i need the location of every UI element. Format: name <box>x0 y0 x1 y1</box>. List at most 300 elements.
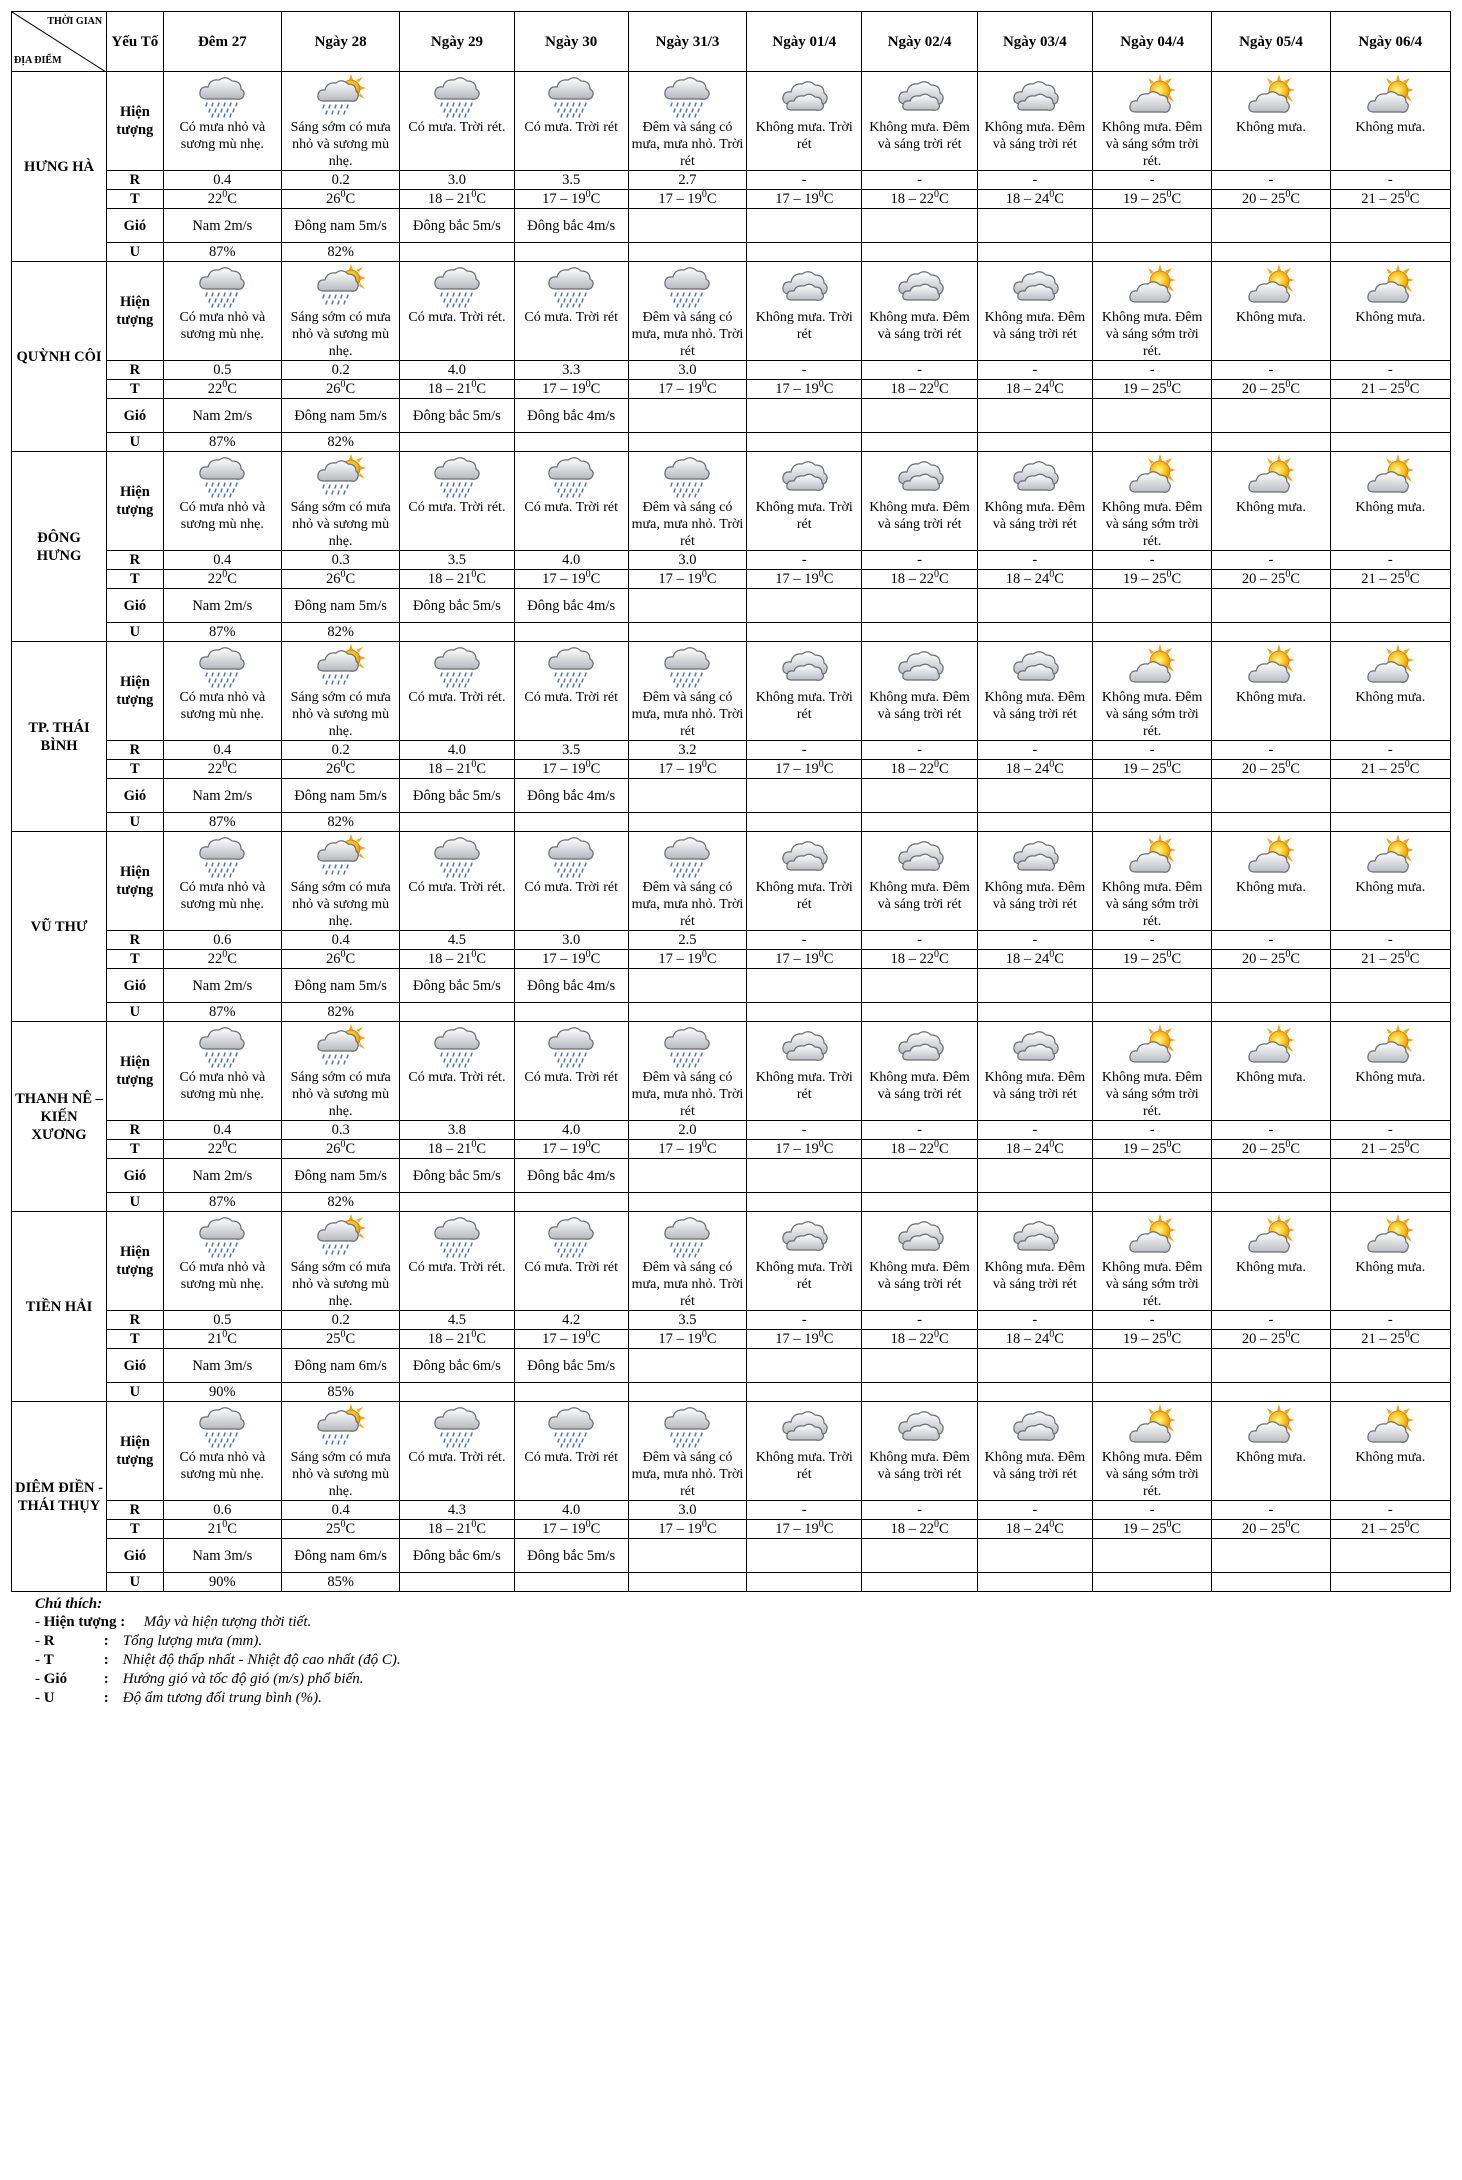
phenomenon-text: Có mưa nhỏ và sương mù nhẹ. <box>179 500 266 532</box>
temp-cell <box>281 1330 399 1349</box>
humidity-cell <box>1092 1003 1211 1022</box>
rain-cell: - <box>1330 741 1450 760</box>
rain-cloud-icon <box>517 834 626 878</box>
rain-cloud-icon <box>166 1214 279 1258</box>
factor-temp: T <box>107 950 164 969</box>
degree-mark: 0 <box>1049 379 1055 391</box>
rain-cell: 4.5 <box>400 931 514 950</box>
rain-cell: - <box>1212 1311 1330 1330</box>
temp-cell <box>862 1140 977 1159</box>
wind-cell <box>628 209 746 243</box>
temp-value: 18 – 21 <box>427 1141 472 1157</box>
temp-cell <box>1330 1520 1450 1539</box>
temp-value: 18 – 21 <box>427 761 472 777</box>
temp-cell <box>628 950 746 969</box>
factor-wind: Gió <box>107 969 164 1003</box>
rain-cell: - <box>1092 551 1211 570</box>
phenomenon-cell <box>1330 1402 1450 1501</box>
rain-cell: - <box>1092 1311 1211 1330</box>
temp-cell <box>1212 950 1330 969</box>
degree-mark: 0 <box>471 189 477 201</box>
location-name: VŨ THƯ <box>12 832 107 1022</box>
rain-cell: - <box>747 741 862 760</box>
rain-cell: - <box>1212 361 1330 380</box>
sun-rain-cloud-icon <box>284 834 397 878</box>
temp-cell <box>281 190 399 209</box>
temp-unit: C <box>1054 761 1064 777</box>
temp-cell <box>862 950 977 969</box>
temp-value: 17 – 19 <box>658 1521 702 1537</box>
wind-cell: Đông bắc 4m/s <box>514 1159 628 1193</box>
phenomenon-text: Không mưa. Đêm và sáng trời rét <box>869 1260 970 1292</box>
rain-cell: - <box>1330 1121 1450 1140</box>
wind-cell <box>1330 779 1450 813</box>
temp-value: 22 <box>207 571 223 587</box>
wind-cell: Nam 2m/s <box>163 209 281 243</box>
wind-cell <box>628 1159 746 1193</box>
wind-row <box>12 399 1451 433</box>
degree-mark: 0 <box>340 189 346 201</box>
degree-mark: 0 <box>933 189 939 201</box>
humidity-cell <box>862 623 977 642</box>
phenomenon-cell <box>514 832 628 931</box>
humidity-cell: 82% <box>281 1003 399 1022</box>
temp-cell <box>1330 570 1450 589</box>
factor-wind: Gió <box>107 1349 164 1383</box>
phenomenon-cell <box>747 832 862 931</box>
temp-value: 21 – 25 <box>1361 951 1405 967</box>
sun-cloud-icon <box>1214 644 1327 688</box>
wind-cell: Đông nam 5m/s <box>281 779 399 813</box>
humidity-cell <box>1330 813 1450 832</box>
wind-cell <box>747 969 862 1003</box>
rain-cell: 0.4 <box>163 1121 281 1140</box>
degree-mark: 0 <box>471 759 477 771</box>
factor-humidity: U <box>107 243 164 262</box>
phenomenon-text: Không mưa. Trời rét <box>755 1070 853 1102</box>
temp-cell <box>281 760 399 779</box>
sun-cloud-icon <box>1214 834 1327 878</box>
phenomenon-text: Sáng sớm có mưa nhỏ và sương mù nhẹ. <box>290 310 391 359</box>
phenomenon-text: Không mưa. Đêm và sáng trời rét <box>984 1450 1086 1482</box>
temp-value: 18 – 24 <box>1005 191 1050 207</box>
sun-cloud-icon <box>1095 1024 1209 1068</box>
phenomenon-text: Đêm và sáng có mưa, mưa nhỏ. Trời rét <box>631 1070 744 1119</box>
rain-cell: - <box>862 171 977 190</box>
temp-value: 26 <box>326 1141 341 1157</box>
rain-cell: - <box>1092 1501 1211 1520</box>
degree-mark: 0 <box>1404 949 1410 961</box>
rain-cloud-icon <box>402 644 511 688</box>
temp-unit: C <box>1171 761 1182 777</box>
phenomenon-cell <box>514 452 628 551</box>
degree-mark: 0 <box>701 949 707 961</box>
cloud-icon <box>980 644 1090 688</box>
phenomenon-text: Có mưa. Trời rét. <box>408 1450 506 1465</box>
phenomenon-text: Không mưa. Đêm và sáng trời rét <box>869 310 970 342</box>
temp-unit: C <box>938 571 949 587</box>
phenomenon-cell <box>281 642 399 741</box>
factor-wind: Gió <box>107 589 164 623</box>
humidity-cell <box>862 1383 977 1402</box>
phenomenon-text: Không mưa. <box>1355 880 1426 895</box>
humidity-cell <box>1092 1193 1211 1212</box>
rain-cloud-icon <box>402 1214 511 1258</box>
location-name: ĐÔNG HƯNG <box>12 452 107 642</box>
degree-mark: 0 <box>222 1519 228 1531</box>
phenomenon-cell <box>1212 832 1330 931</box>
temp-unit: C <box>706 191 717 207</box>
phenomenon-cell <box>281 72 399 171</box>
temp-cell <box>1212 380 1330 399</box>
rain-cell: 4.2 <box>514 1311 628 1330</box>
phenomenon-cell <box>628 1022 746 1121</box>
rain-cell: - <box>977 171 1092 190</box>
temp-cell <box>977 760 1092 779</box>
rain-cell: - <box>1330 361 1450 380</box>
phenomenon-text: Không mưa. <box>1236 120 1306 135</box>
location-name: HƯNG HÀ <box>12 72 107 262</box>
degree-mark: 0 <box>818 759 824 771</box>
sun-cloud-icon <box>1095 454 1209 498</box>
rain-cloud-icon <box>517 1404 626 1448</box>
temp-cell <box>514 1140 628 1159</box>
rain-cell: 0.4 <box>163 741 281 760</box>
phenomenon-row <box>12 642 1451 741</box>
wind-cell <box>747 1159 862 1193</box>
temp-value: 20 – 25 <box>1241 1521 1286 1537</box>
temp-unit: C <box>823 1141 834 1157</box>
wind-cell: Đông bắc 5m/s <box>400 1159 514 1193</box>
wind-cell <box>977 1349 1092 1383</box>
rain-cell: 2.7 <box>628 171 746 190</box>
temp-value: 17 – 19 <box>658 571 702 587</box>
phenomenon-cell <box>1212 452 1330 551</box>
rain-cloud-icon <box>166 644 279 688</box>
temp-cell <box>514 380 628 399</box>
phenomenon-text: Có mưa nhỏ và sương mù nhẹ. <box>179 690 266 722</box>
rain-cell: - <box>1330 551 1450 570</box>
cloud-icon <box>864 1214 974 1258</box>
temp-cell <box>400 1520 514 1539</box>
cloud-icon <box>980 74 1090 118</box>
phenomenon-cell <box>1092 1022 1211 1121</box>
factor-phenomenon: Hiện tượng <box>107 452 164 551</box>
wind-cell <box>1212 779 1330 813</box>
humidity-cell <box>1092 813 1211 832</box>
temp-value: 17 – 19 <box>775 761 819 777</box>
rain-cloud-icon <box>631 644 744 688</box>
humidity-cell <box>1330 243 1450 262</box>
phenomenon-text: Không mưa. Đêm và sáng sớm trời rét. <box>1101 120 1203 169</box>
factor-wind: Gió <box>107 779 164 813</box>
phenomenon-cell <box>1212 1212 1330 1311</box>
phenomenon-text: Không mưa. Trời rét <box>755 120 853 152</box>
degree-mark: 0 <box>585 1519 591 1531</box>
sun-rain-cloud-icon <box>284 454 397 498</box>
phenomenon-cell <box>281 452 399 551</box>
wind-cell: Đông bắc 5m/s <box>400 779 514 813</box>
day-header: Ngày 03/4 <box>977 12 1092 72</box>
rain-cell: 3.5 <box>514 171 628 190</box>
temp-cell <box>281 570 399 589</box>
temp-value: 21 – 25 <box>1361 381 1405 397</box>
phenomenon-cell <box>163 452 281 551</box>
temp-value: 17 – 19 <box>658 191 702 207</box>
temp-cell <box>628 1330 746 1349</box>
temp-unit: C <box>227 761 237 777</box>
wind-cell: Đông nam 5m/s <box>281 589 399 623</box>
temp-value: 22 <box>207 951 223 967</box>
rain-cell: 3.3 <box>514 361 628 380</box>
wind-cell: Đông bắc 4m/s <box>514 209 628 243</box>
temp-unit: C <box>1171 951 1182 967</box>
temp-value: 18 – 24 <box>1005 1331 1050 1347</box>
rain-row <box>12 1311 1451 1330</box>
humidity-cell <box>747 1003 862 1022</box>
phenomenon-cell <box>281 1402 399 1501</box>
temp-value: 17 – 19 <box>775 381 819 397</box>
phenomenon-cell <box>281 1022 399 1121</box>
rain-cell: 4.0 <box>400 741 514 760</box>
temp-value: 17 – 19 <box>542 571 586 587</box>
degree-mark: 0 <box>1049 1519 1055 1531</box>
cloud-icon <box>749 834 859 878</box>
cloud-icon <box>980 1214 1090 1258</box>
factor-rain: R <box>107 931 164 950</box>
phenomenon-cell <box>862 262 977 361</box>
temp-cell <box>862 570 977 589</box>
temp-cell <box>163 190 281 209</box>
factor-phenomenon: Hiện tượng <box>107 1402 164 1501</box>
degree-mark: 0 <box>701 189 707 201</box>
phenomenon-text: Không mưa. <box>1355 310 1426 325</box>
cloud-icon <box>749 74 859 118</box>
temp-value: 17 – 19 <box>658 1331 702 1347</box>
temp-unit: C <box>706 761 717 777</box>
temp-unit: C <box>1290 1521 1301 1537</box>
temp-unit: C <box>823 381 834 397</box>
temp-unit: C <box>590 1141 601 1157</box>
temp-value: 17 – 19 <box>542 761 586 777</box>
rain-cell: 3.0 <box>628 361 746 380</box>
temp-cell <box>400 760 514 779</box>
phenomenon-text: Có mưa. Trời rét <box>524 120 618 135</box>
temp-cell <box>977 1330 1092 1349</box>
temp-cell <box>1092 950 1211 969</box>
rain-cell: 0.4 <box>163 171 281 190</box>
wind-cell <box>1092 209 1211 243</box>
factor-temp: T <box>107 190 164 209</box>
humidity-cell <box>747 813 862 832</box>
forecast-table <box>11 11 1451 1592</box>
humidity-cell: 87% <box>163 433 281 452</box>
temp-unit: C <box>1409 571 1420 587</box>
temp-value: 17 – 19 <box>775 191 819 207</box>
phenomenon-text: Có mưa. Trời rét <box>524 690 618 705</box>
temp-cell <box>977 190 1092 209</box>
wind-cell <box>1330 209 1450 243</box>
temp-value: 20 – 25 <box>1241 1141 1286 1157</box>
temp-value: 18 – 22 <box>890 761 934 777</box>
temp-unit: C <box>476 571 487 587</box>
temp-cell <box>163 760 281 779</box>
phenomenon-text: Không mưa. Đêm và sáng trời rét <box>984 1260 1086 1292</box>
temp-unit: C <box>1409 761 1420 777</box>
rain-cell: - <box>1092 741 1211 760</box>
phenomenon-cell <box>862 832 977 931</box>
degree-mark: 0 <box>340 759 346 771</box>
rain-cell: - <box>1330 171 1450 190</box>
temp-row <box>12 190 1451 209</box>
humidity-row <box>12 1193 1451 1212</box>
legend-item: - Gió : Hướng gió và tốc độ gió (m/s) phổ biến. <box>35 1671 364 1687</box>
temp-cell <box>1330 760 1450 779</box>
humidity-cell <box>977 623 1092 642</box>
rain-cloud-icon <box>166 454 279 498</box>
phenomenon-cell <box>1212 262 1330 361</box>
day-header: Đêm 27 <box>163 12 281 72</box>
phenomenon-cell <box>1212 642 1330 741</box>
temp-cell <box>400 950 514 969</box>
phenomenon-cell <box>281 832 399 931</box>
humidity-cell <box>1092 1573 1211 1592</box>
temp-unit: C <box>1054 1331 1064 1347</box>
rain-cell: 3.2 <box>628 741 746 760</box>
degree-mark: 0 <box>1285 1329 1291 1341</box>
temp-cell <box>163 570 281 589</box>
humidity-cell <box>628 1193 746 1212</box>
wind-cell: Đông bắc 5m/s <box>400 209 514 243</box>
temp-unit: C <box>1290 571 1301 587</box>
phenomenon-cell <box>163 1022 281 1121</box>
humidity-cell <box>862 243 977 262</box>
rain-cell: - <box>747 1501 862 1520</box>
degree-mark: 0 <box>1166 379 1172 391</box>
temp-cell <box>400 190 514 209</box>
rain-cell: - <box>1092 171 1211 190</box>
temp-unit: C <box>1054 1521 1064 1537</box>
wind-cell <box>747 589 862 623</box>
temp-unit: C <box>1054 1141 1064 1157</box>
phenomenon-cell <box>1092 1402 1211 1501</box>
humidity-cell <box>1330 1383 1450 1402</box>
temp-unit: C <box>1171 191 1182 207</box>
sun-cloud-icon <box>1333 74 1448 118</box>
wind-cell <box>1330 1159 1450 1193</box>
phenomenon-text: Đêm và sáng có mưa, mưa nhỏ. Trời rét <box>631 690 744 739</box>
phenomenon-text: Không mưa. Đêm và sáng trời rét <box>984 500 1086 532</box>
degree-mark: 0 <box>585 1139 591 1151</box>
wind-cell: Đông nam 5m/s <box>281 209 399 243</box>
wind-cell: Đông nam 6m/s <box>281 1349 399 1383</box>
degree-mark: 0 <box>471 949 477 961</box>
temp-cell <box>1092 760 1211 779</box>
humidity-cell: 90% <box>163 1383 281 1402</box>
wind-cell <box>977 399 1092 433</box>
temp-unit: C <box>823 761 834 777</box>
wind-cell <box>977 969 1092 1003</box>
rain-cloud-icon <box>402 264 511 308</box>
phenomenon-text: Có mưa. Trời rét <box>524 310 618 325</box>
temp-unit: C <box>823 191 834 207</box>
phenomenon-cell <box>400 1212 514 1311</box>
temp-cell <box>163 380 281 399</box>
wind-cell <box>862 209 977 243</box>
rain-row <box>12 361 1451 380</box>
temp-unit: C <box>227 951 237 967</box>
temp-row <box>12 950 1451 969</box>
phenomenon-cell <box>862 72 977 171</box>
temp-cell <box>977 1520 1092 1539</box>
temp-value: 17 – 19 <box>542 951 586 967</box>
degree-mark: 0 <box>471 569 477 581</box>
phenomenon-cell <box>281 1212 399 1311</box>
wind-cell <box>747 1349 862 1383</box>
temp-cell <box>1212 570 1330 589</box>
humidity-row <box>12 1003 1451 1022</box>
degree-mark: 0 <box>1404 1139 1410 1151</box>
phenomenon-cell <box>1330 262 1450 361</box>
temp-value: 19 – 25 <box>1123 1521 1167 1537</box>
humidity-cell <box>747 1193 862 1212</box>
phenomenon-cell <box>1330 1022 1450 1121</box>
temp-unit: C <box>938 761 949 777</box>
phenomenon-cell <box>862 1022 977 1121</box>
phenomenon-cell <box>1092 452 1211 551</box>
wind-cell <box>977 209 1092 243</box>
degree-mark: 0 <box>1404 1519 1410 1531</box>
temp-value: 25 <box>326 1521 341 1537</box>
temp-value: 18 – 24 <box>1005 1521 1050 1537</box>
phenomenon-text: Có mưa. Trời rét. <box>408 690 506 705</box>
temp-value: 21 <box>207 1331 223 1347</box>
degree-mark: 0 <box>701 1329 707 1341</box>
humidity-cell <box>514 243 628 262</box>
wind-cell <box>977 1159 1092 1193</box>
temp-value: 18 – 22 <box>890 951 934 967</box>
sun-cloud-icon <box>1095 1214 1209 1258</box>
temp-cell <box>1092 570 1211 589</box>
corner-cell <box>12 12 107 72</box>
degree-mark: 0 <box>222 569 228 581</box>
wind-cell <box>1330 1539 1450 1573</box>
temp-cell <box>1212 1520 1330 1539</box>
temp-cell <box>862 190 977 209</box>
sun-cloud-icon <box>1214 74 1327 118</box>
degree-mark: 0 <box>1166 189 1172 201</box>
humidity-cell <box>1330 1573 1450 1592</box>
phenomenon-cell <box>977 642 1092 741</box>
temp-value: 18 – 21 <box>427 191 472 207</box>
degree-mark: 0 <box>1285 569 1291 581</box>
location-name: THANH NÊ – KIẾN XƯƠNG <box>12 1022 107 1212</box>
temp-value: 17 – 19 <box>658 951 702 967</box>
degree-mark: 0 <box>933 1139 939 1151</box>
degree-mark: 0 <box>340 379 346 391</box>
wind-cell: Nam 2m/s <box>163 399 281 433</box>
humidity-cell <box>1212 243 1330 262</box>
humidity-cell: 82% <box>281 433 399 452</box>
cloud-icon <box>864 834 974 878</box>
temp-cell <box>514 1520 628 1539</box>
wind-cell: Đông bắc 4m/s <box>514 399 628 433</box>
temp-row <box>12 380 1451 399</box>
day-header: Ngày 31/3 <box>628 12 746 72</box>
rain-cloud-icon <box>631 1404 744 1448</box>
humidity-cell <box>862 1573 977 1592</box>
wind-cell <box>628 969 746 1003</box>
